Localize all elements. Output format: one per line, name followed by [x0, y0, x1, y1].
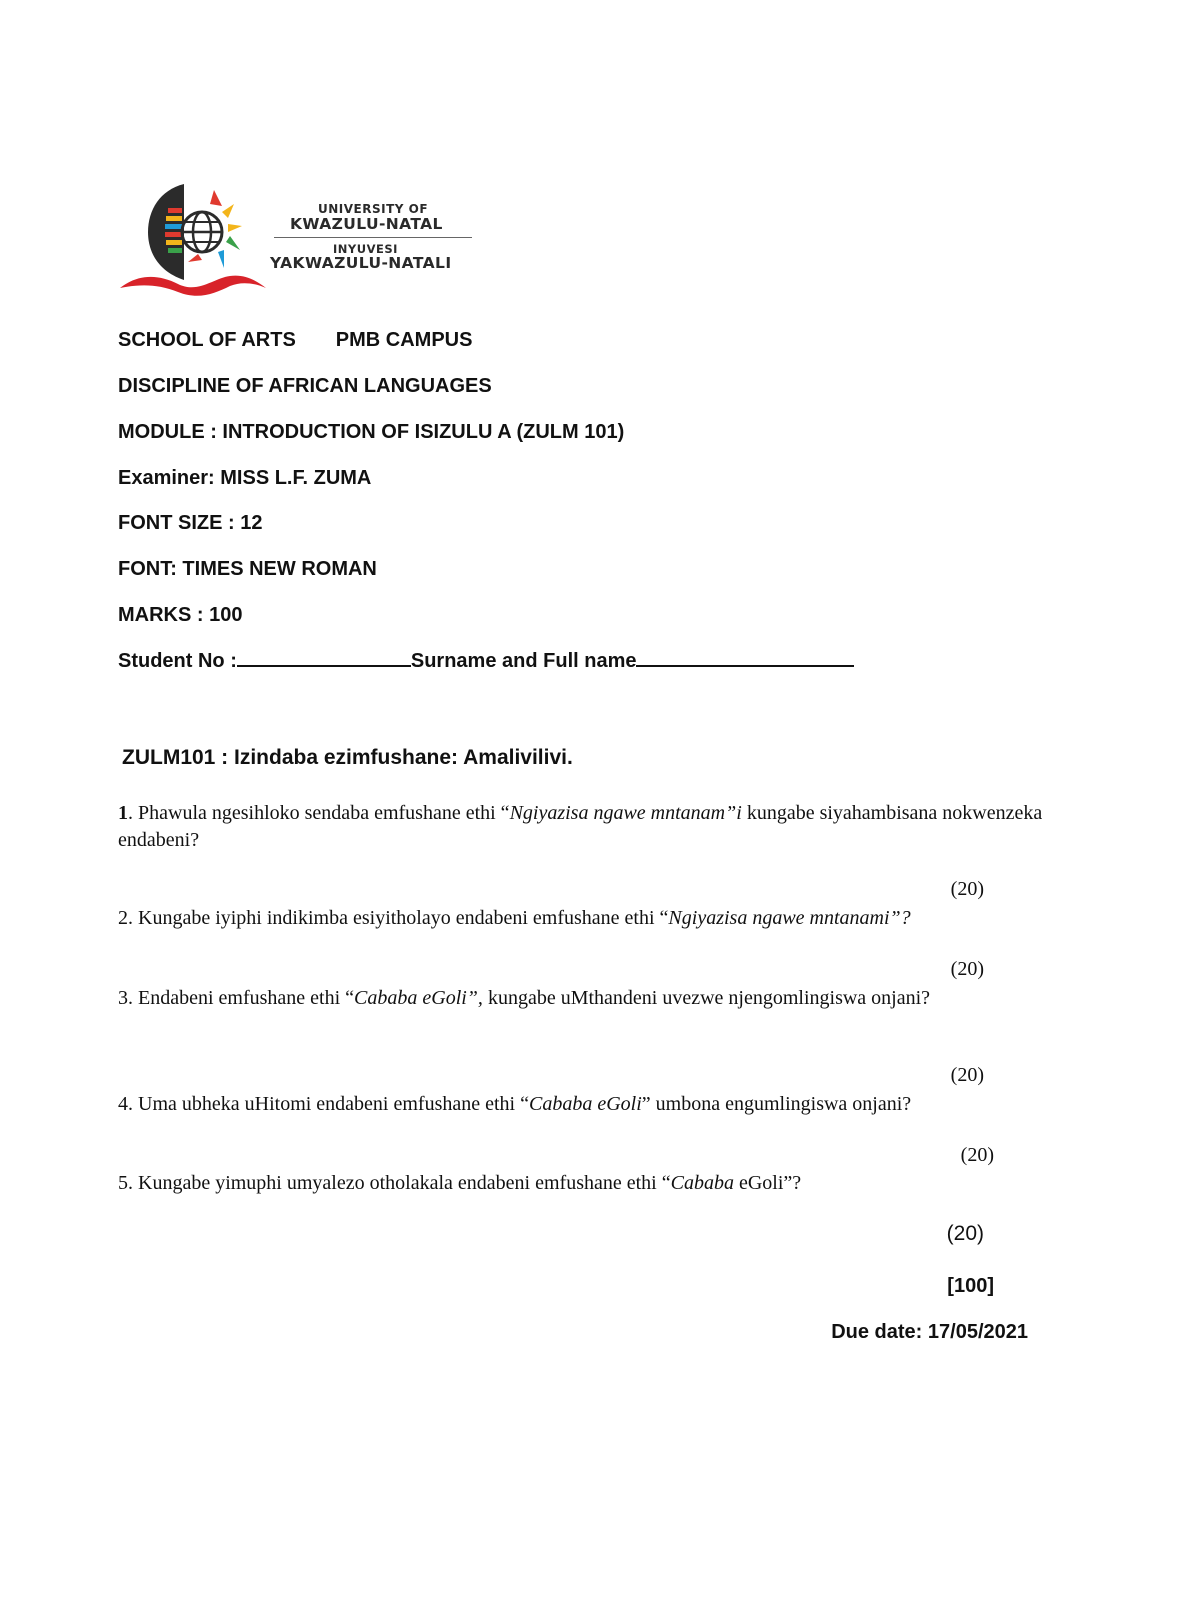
ukzn-emblem-icon	[118, 182, 278, 300]
question-5	[118, 1170, 1058, 1197]
story-title: Ngiyazisa ngawe mntanami”?	[668, 907, 911, 929]
question-1-marks: (20)	[950, 878, 984, 900]
question-text: . Kungabe yimuphi umyalezo otholakala endabeni emfushane ethi “	[128, 1172, 671, 1194]
question-text: . Uma ubheka uHitomi endabeni emfushane ethi “	[128, 1093, 529, 1115]
question-text-end: kungabe siyahambisana nokwenzeka endabeni?	[118, 802, 1043, 851]
total-marks: [100]	[947, 1275, 994, 1297]
question-4-marks: (20)	[960, 1144, 994, 1166]
question-text-end: kungabe uMthandeni uvezwe njengomlingiswa onjani?	[482, 987, 931, 1009]
question-text: . Kungabe iyiphi indikimba esiyitholayo endabeni emfushane ethi “	[128, 907, 669, 929]
question-text: . Endabeni emfushane ethi “	[128, 987, 355, 1009]
school-name: SCHOOL OF ARTS	[118, 329, 296, 351]
font-line: FONT: TIMES NEW ROMAN	[118, 558, 377, 580]
marks-line: MARKS : 100	[118, 604, 243, 626]
surname-field[interactable]	[636, 649, 854, 667]
section-title: ZULM101 : Izindaba ezimfushane: Amalivilivi.	[122, 746, 573, 769]
question-number: 1	[118, 802, 128, 824]
font-size-line: FONT SIZE : 12	[118, 512, 263, 534]
school-campus-line	[118, 329, 472, 352]
surname-label: Surname and Full name	[410, 650, 637, 672]
question-1	[118, 800, 1058, 854]
story-title: Cababa eGoli	[529, 1093, 642, 1115]
logo-line-yakwazulu-natali: YAKWAZULU-NATALI	[270, 254, 452, 272]
logo-line-inyuvesi: INYUVESI	[333, 242, 398, 256]
question-text: . Phawula ngesihloko sendaba emfushane ethi “	[128, 802, 510, 824]
question-5-marks: (20)	[946, 1222, 984, 1245]
due-date: Due date: 17/05/2021	[831, 1321, 1028, 1343]
question-number: 5	[118, 1172, 128, 1194]
question-2	[118, 905, 1058, 932]
student-no-field[interactable]	[237, 649, 411, 667]
logo-divider	[274, 237, 472, 238]
question-3-marks: (20)	[950, 1064, 984, 1086]
examiner-line: Examiner: MISS L.F. ZUMA	[118, 467, 372, 489]
question-number: 4	[118, 1093, 128, 1115]
student-details-line	[118, 649, 854, 673]
campus-name: PMB CAMPUS	[335, 329, 473, 351]
question-number: 2	[118, 907, 128, 929]
question-2-marks: (20)	[950, 958, 984, 980]
question-number: 3	[118, 987, 128, 1009]
story-title: Ngiyazisa ngawe mntanam”i	[509, 802, 742, 824]
module-line: MODULE : INTRODUCTION OF ISIZULU A (ZULM 101)	[118, 421, 625, 443]
story-title: Cababa eGoli”,	[354, 987, 483, 1009]
logo-line-kwazulu-natal: KWAZULU-NATAL	[290, 215, 443, 233]
question-4	[118, 1091, 1058, 1118]
university-logo	[118, 182, 490, 300]
discipline-line: DISCIPLINE OF AFRICAN LANGUAGES	[118, 375, 492, 397]
question-3	[118, 985, 1058, 1012]
story-title: Cababa	[670, 1172, 734, 1194]
question-text-end: ” umbona engumlingiswa onjani?	[641, 1093, 912, 1115]
student-no-label: Student No :	[118, 650, 237, 672]
logo-line-university-of: UNIVERSITY OF	[318, 202, 429, 216]
question-text-end: eGoli”?	[733, 1172, 802, 1194]
